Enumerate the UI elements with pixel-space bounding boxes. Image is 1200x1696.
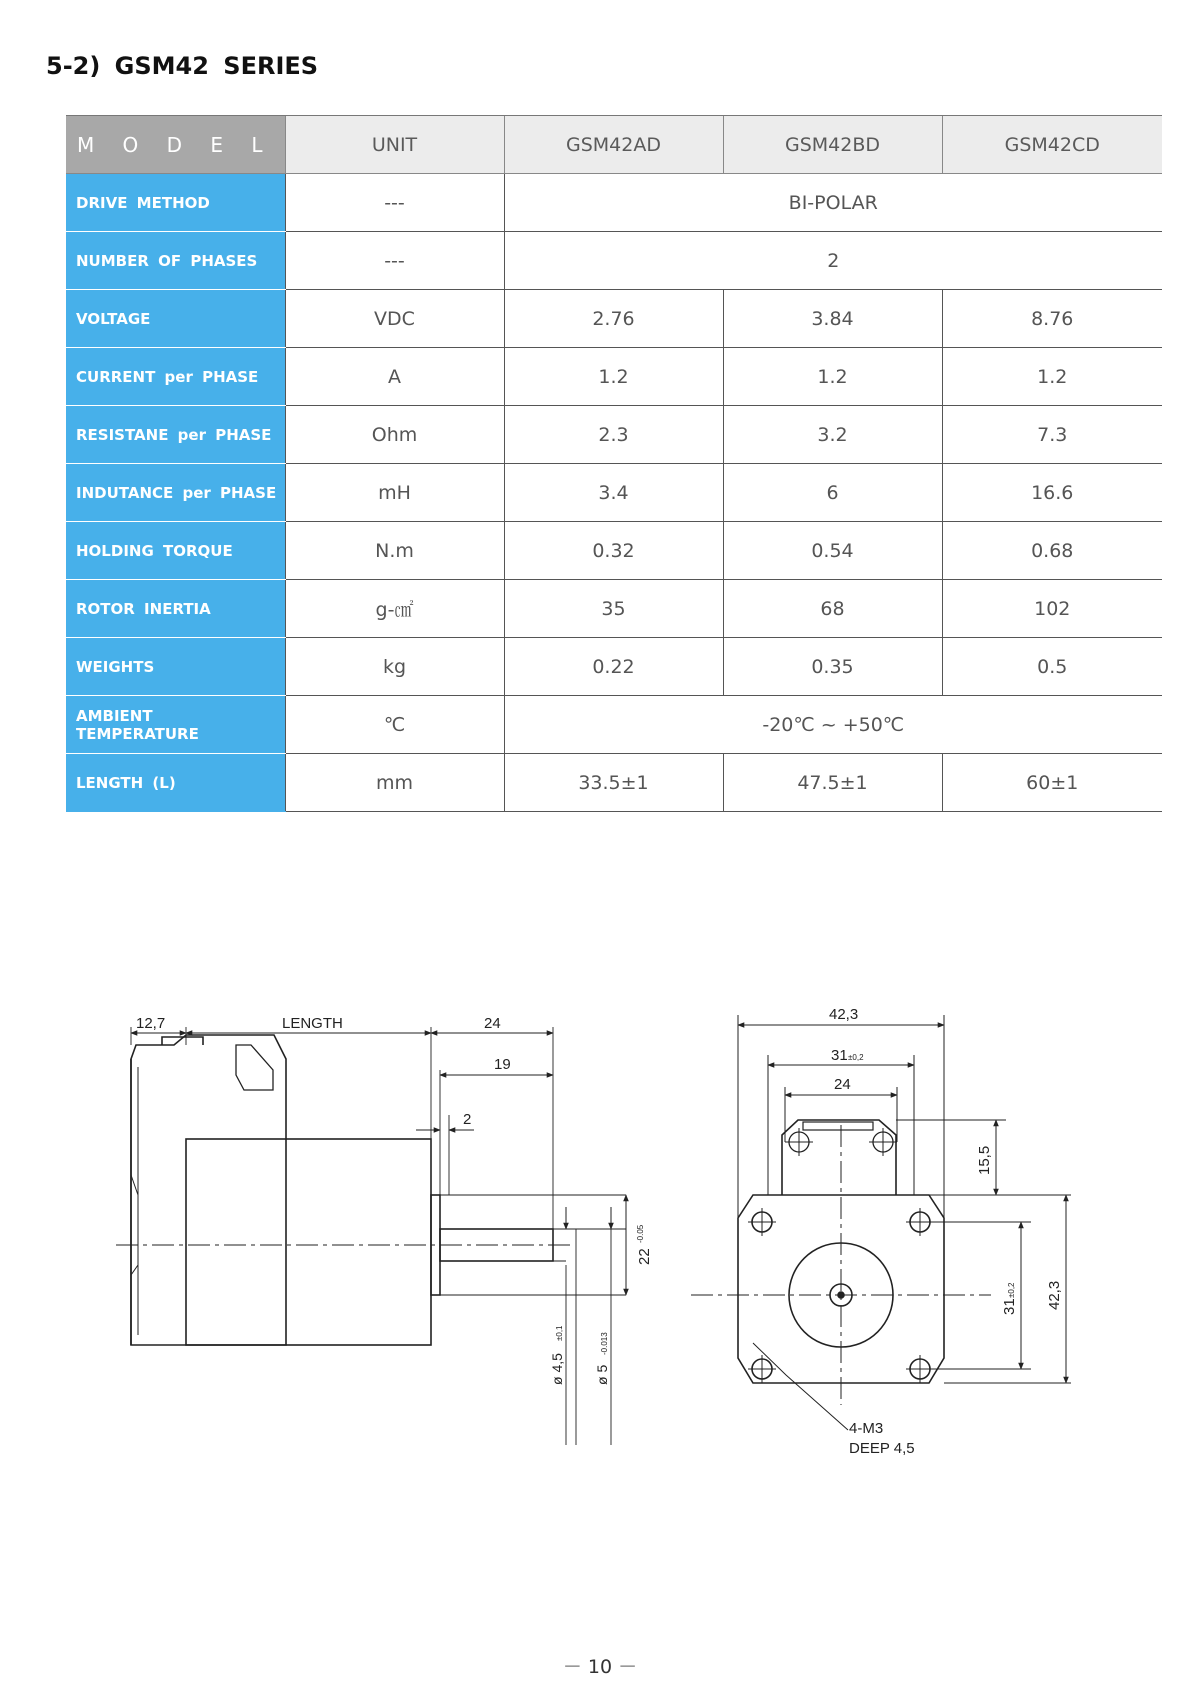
- value-cell: 1.2: [942, 348, 1162, 406]
- value-cell: 33.5±1: [504, 754, 723, 812]
- value-cell: 6: [723, 464, 942, 522]
- column-header: GSM42AD: [504, 116, 723, 174]
- value-cell: 1.2: [723, 348, 942, 406]
- table-row: [66, 638, 1162, 696]
- table-row: [66, 290, 1162, 348]
- value-cell: 16.6: [942, 464, 1162, 522]
- motor-body: [186, 1139, 431, 1345]
- row-label: AMBIENT TEMPERATURE: [66, 696, 285, 754]
- unit-cell: ℃: [285, 696, 504, 754]
- column-header: GSM42BD: [723, 116, 942, 174]
- header-row: [66, 116, 1162, 174]
- row-label: VOLTAGE: [66, 290, 285, 348]
- row-label: RESISTANE per PHASE: [66, 406, 285, 464]
- value-cell: 2.3: [504, 406, 723, 464]
- table-row: [66, 406, 1162, 464]
- dim-24-side: 24: [484, 1015, 501, 1032]
- row-label: LENGTH (L): [66, 754, 285, 812]
- row-label: ROTOR INERTIA: [66, 580, 285, 638]
- front-view: [691, 1120, 991, 1405]
- value-cell: 0.32: [504, 522, 723, 580]
- table-row: [66, 580, 1162, 638]
- front-view-dimensions: [738, 1015, 1071, 1430]
- value-cell: 60±1: [942, 754, 1162, 812]
- note-deep: DEEP 4,5: [849, 1440, 915, 1457]
- rear-cap-outline: [131, 1035, 286, 1345]
- column-header: GSM42CD: [942, 116, 1162, 174]
- dim-length: LENGTH: [282, 1015, 343, 1032]
- table-row: [66, 174, 1162, 232]
- tol-31-top: ±0,2: [848, 1053, 864, 1062]
- dim-31-right: 31: [1001, 1298, 1018, 1315]
- tol-31-right: ±0,2: [1007, 1282, 1016, 1298]
- unit-cell: A: [285, 348, 504, 406]
- row-label: CURRENT per PHASE: [66, 348, 285, 406]
- row-label: WEIGHTS: [66, 638, 285, 696]
- value-cell: 3.4: [504, 464, 723, 522]
- page-number: － 10 －: [562, 1656, 638, 1678]
- unit-cell: Ohm: [285, 406, 504, 464]
- value-cell: 0.5: [942, 638, 1162, 696]
- dim-12-7: 12,7: [136, 1015, 166, 1032]
- row-label: HOLDING TORQUE: [66, 522, 285, 580]
- tol-22: -0.05: [636, 1224, 645, 1243]
- model-header: M O D E L: [66, 116, 285, 174]
- dim-dia-4-5: ø 4,5: [549, 1353, 565, 1385]
- value-cell: 0.35: [723, 638, 942, 696]
- dim-42-3-top: 42,3: [829, 1006, 859, 1023]
- dim-2: 2: [463, 1111, 472, 1128]
- table-row: [66, 348, 1162, 406]
- dim-15-5: 15,5: [976, 1145, 993, 1175]
- table-row: [66, 522, 1162, 580]
- table-row: [66, 754, 1162, 812]
- merged-value-cell: 2: [504, 232, 1162, 290]
- column-header: UNIT: [285, 116, 504, 174]
- dim-dia-5: ø 5: [594, 1364, 610, 1385]
- value-cell: 7.3: [942, 406, 1162, 464]
- value-cell: 68: [723, 580, 942, 638]
- dim-24-front: 24: [834, 1076, 851, 1093]
- value-cell: 0.54: [723, 522, 942, 580]
- value-cell: 47.5±1: [723, 754, 942, 812]
- value-cell: 3.2: [723, 406, 942, 464]
- side-view-dimensions: [131, 1033, 626, 1295]
- value-cell: 102: [942, 580, 1162, 638]
- value-cell: 0.68: [942, 522, 1162, 580]
- unit-cell: ---: [285, 174, 504, 232]
- dim-22: 22: [636, 1248, 653, 1265]
- row-label: DRIVE METHOD: [66, 174, 285, 232]
- table-row: [66, 464, 1162, 522]
- unit-cell: mm: [285, 754, 504, 812]
- unit-cell: g-㎠: [285, 580, 504, 638]
- unit-cell: mH: [285, 464, 504, 522]
- spec-table: [66, 115, 1162, 812]
- value-cell: 8.76: [942, 290, 1162, 348]
- dim-42-3-right: 42,3: [1046, 1280, 1063, 1310]
- merged-value-cell: BI-POLAR: [504, 174, 1162, 232]
- value-cell: 0.22: [504, 638, 723, 696]
- note-4-m3: 4-M3: [849, 1420, 884, 1437]
- merged-value-cell: -20℃ ~ +50℃: [504, 696, 1162, 754]
- value-cell: 3.84: [723, 290, 942, 348]
- dimension-drawing: [96, 975, 1136, 1485]
- unit-cell: VDC: [285, 290, 504, 348]
- table-row: [66, 696, 1162, 754]
- unit-cell: kg: [285, 638, 504, 696]
- value-cell: 35: [504, 580, 723, 638]
- dim-31-top: 31: [831, 1047, 848, 1064]
- table-row: [66, 232, 1162, 290]
- unit-cell: N.m: [285, 522, 504, 580]
- tol-dia-4-5: ±0,1: [555, 1325, 564, 1341]
- dim-19: 19: [494, 1056, 511, 1073]
- row-label: INDUTANCE per PHASE: [66, 464, 285, 522]
- tol-dia-5: -0.013: [600, 1332, 609, 1355]
- unit-cell: ---: [285, 232, 504, 290]
- value-cell: 2.76: [504, 290, 723, 348]
- section-title: 5-2) GSM42 SERIES: [46, 52, 319, 80]
- row-label: NUMBER OF PHASES: [66, 232, 285, 290]
- value-cell: 1.2: [504, 348, 723, 406]
